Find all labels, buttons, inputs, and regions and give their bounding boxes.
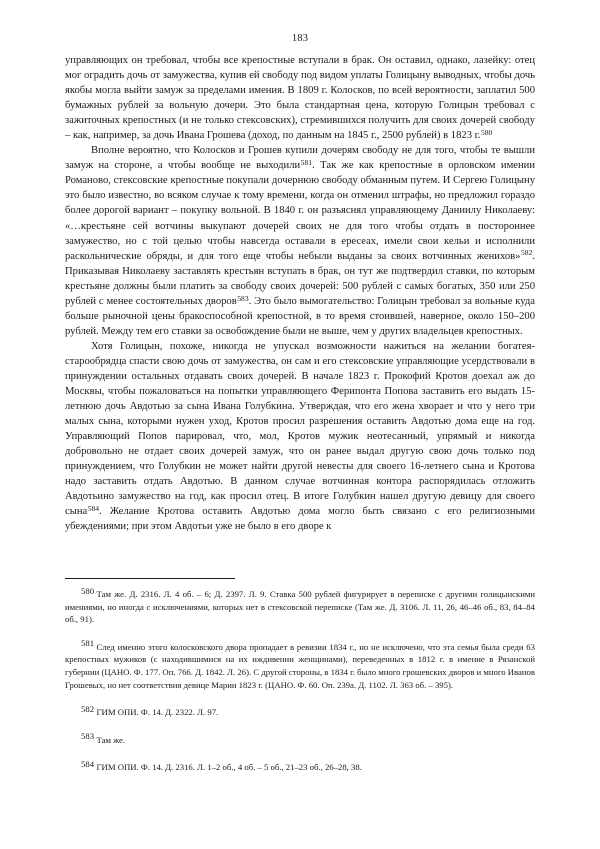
footnote-ref-583[interactable]: 583 [237,293,249,303]
footnote-580 [65,585,535,626]
footnote-ref-582[interactable]: 582 [520,248,533,258]
paragraph-2-text-b: . Так же как крепостные в орловском имении Романово, стексовские крепостные покупали дочернюю свободу обманным путем. И Сергею Голицыну это было известно, во всяком случае к тому времени, когда он отменил штрафы, но предложил гораздо более дорогой вариант – покупку вольной. В 1840 г. он разъяснял управляющему Даниилу Николаеву: «…крестьяне сей вотчины выкупают дочерей своих не для того чтобы отдать в постороннее замужество, но с той целью чтобы навсегда оставали в ересеах, имели свои кельи и исполнили раскольнические обряды, и для того еще чтобы небыли выданы за своих вотчинных женихов» [65,160,535,262]
paragraph-1 [65,53,535,143]
paragraph-3 [65,339,535,535]
footnote-text-581: След именно этого колосковского двора пропадает в ревизии 1834 г., но не исключено, что эта семья была среди 63 крепостных мужиков (с находившимися на их иждивении женщинами), переведенных в 1812 г. в имение в Рязанской губернии (ЦАНО. Ф. 177. Оп. 766. Д. 1842. Л. 26). С другой стороны, в 1834 г. было много грошевских дворов и много Иванов Грошевых, но нет соответствия девице Марии 1823 г. (ЦАНО. Ф. 60. Оп. 239а. Д. 1102. Л. 363 об. – 395). [65,641,535,690]
paragraph-3-text-b: . Желание Кротова оставить Авдотью дома могло быть связано с его религиозными убеждениями; при этом Авдотьи уже не было в его дворе к [65,506,535,533]
paragraph-2-text-d: . Это было вымогательство: Голицын требовал за вольные куда больше рыночной цены бракоспособной крепостной, в то время стоившей, наверное, около 150–200 рублей. Между тем его ставки за освобождение были не выше, чем у других владельцев крепостных. [65,295,535,337]
footnote-584 [65,761,535,774]
paragraph-3-text-a: Хотя Голицын, похоже, никогда не упускал возможности нажиться на желании богатея-старообрядца спасти свою дочь от замужества, он сам и его стексовские управляющие усердствовали в принуждении остальных отдавать своих дочерей. В начале 1823 г. Прокофий Кротов доехал аж до Москвы, чтобы пожаловаться на попытки управляющего Ферипонта Попова заставить его выдать 15-летнюю дочь Авдотью за сына Ивана Голубкина. Утверждая, что его жена хворает и что у него три малых сына, которыми нужен уход, Кротов просил разрешения оставить Авдотью дома еще на год. Управляющий Попов парировал, что, мол, Кротов мужик неотесанный, упрямый и никогда добровольно не отдает своих дочерей замуж, что он ранее выдал другую свою дочь только под принуждением, что Голубкин не может найти другой невесты для своего 16-летнего сына и Кротова надо заставить отдать Авдотью. В данном случае вотчинная контора распорядилась отложить Авдотьино замужество на год, как просил отец. В итоге Голубкин нашел другую девицу для своего сына [65,340,535,518]
footnote-number-584: 584 [81,759,95,770]
page-number: 183 [291,33,309,44]
footnote-583 [65,731,535,747]
footnote-ref-581[interactable]: 581 [300,158,313,168]
footnote-number-583: 583 [81,731,95,742]
paragraph-1-text: управляющих он требовал, чтобы все крепостные вступали в брак. Он оставил, однако, лазейку: отец мог оградить дочь от замужества, купив ей свободу под видом уплаты Голицыну выводных, чтобы дочь якобы могла выйти замуж за пределами имения. В 1809 г. Колосков, по всей вероятности, заплатил 500 бумажных рублей за вольную дочери. Это была стандартная цена, которую Голицын требовал с зажиточных крепостных (и не только стексовских), стремившихся получить для своих дочерей свободу – как, например, за дочь Ивана Грошева (доход, по данным на 1845 г., 2500 рублей) в 1823 г. [65,55,535,142]
footnote-text-580: Там же. Д. 2316. Л. 4 об. – 6; Д. 2397. Л. 9. Ставка 500 рублей фигурирует в переписке с другими голицынскими имениями, но иногда с исключениями, которых нет в стексовской переписке (Там же. Д. 3106. Л. 11, 26, 46–46 об., 83, 84–84 об., 91). [65,589,535,625]
body-text-block [65,53,535,535]
footnote-text-584: ГИМ ОПИ. Ф. 14. Д. 2316. Л. 1–2 об., 4 об. – 5 об., 21–23 об., 26–28, 38. [96,762,362,773]
paragraph-2 [65,143,535,339]
footnote-ref-580[interactable]: 580 [480,128,493,138]
footnote-ref-584[interactable]: 584 [87,504,100,514]
footnote-581 [65,638,535,691]
footnote-text-583: Там же. [96,734,126,745]
footnote-separator-rule [65,578,235,579]
footnote-text-582: ГИМ ОПИ. Ф. 14. Д. 2322. Л. 97. [96,707,219,718]
footnote-number-581: 581 [81,638,95,649]
footnote-number-580: 580 [81,585,95,596]
footnote-area [65,578,535,774]
footnote-number-582: 582 [81,703,95,714]
paragraph-2-text-c: . Приказывая Николаеву заставлять крестьян вступать в брак, он тут же подтвердил ставки, по которым крестьяне должны были платить за свободу своих дочерей: 500 рублей с самых богатых, 350 или 250 рублей с менее состоятельных дворов [65,250,535,307]
footnote-582 [65,703,535,719]
paragraph-2-text-a: Вполне вероятно, что Колосков и Грошев купили дочерям свободу не для того, чтобы те вышли замуж на стороне, а чтобы вообще не выходили [65,145,535,172]
